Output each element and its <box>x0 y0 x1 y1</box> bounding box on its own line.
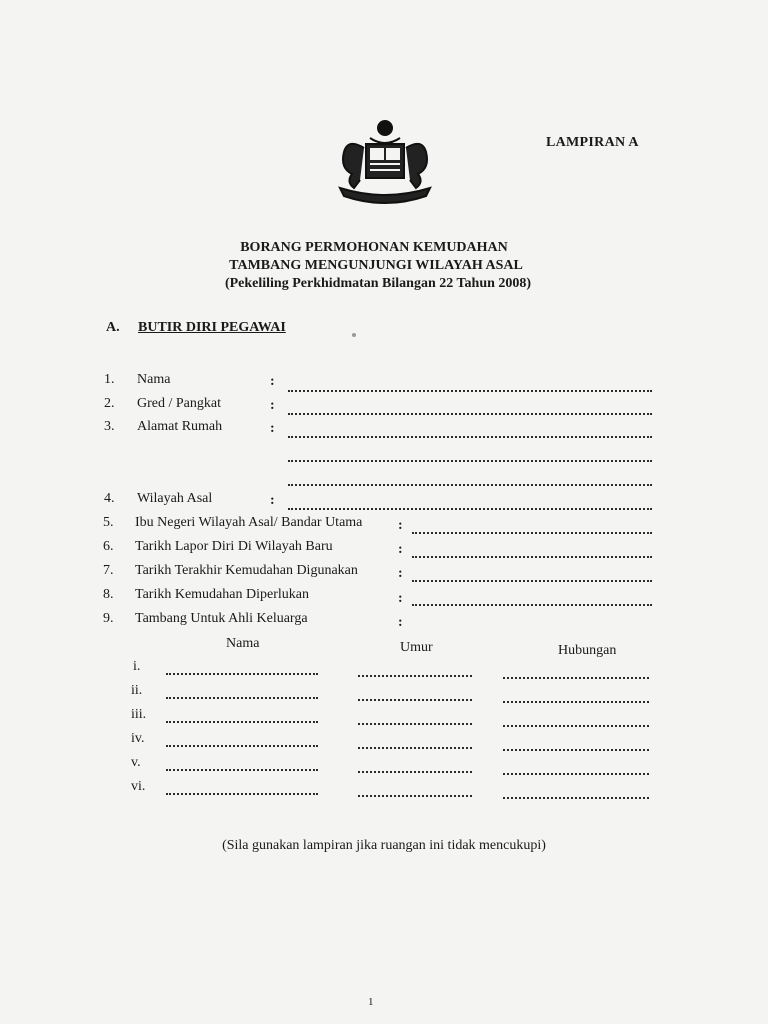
field-label-nama: Nama <box>137 372 171 387</box>
field-label-tarikh-diperlukan: Tarikh Kemudahan Diperlukan <box>135 587 309 602</box>
attachment-note: (Sila gunakan lampiran jika ruangan ini tidak mencukupi) <box>222 838 546 853</box>
family-row-label: vi. <box>131 779 146 794</box>
malaysia-coat-of-arms-icon <box>330 118 440 206</box>
family-row-label: ii. <box>131 683 143 698</box>
family-nama-input[interactable] <box>166 793 318 795</box>
field-colon: : <box>398 542 403 557</box>
field-label-wilayah-asal: Wilayah Asal <box>137 491 213 506</box>
field-number: 7. <box>103 563 114 578</box>
family-umur-input[interactable] <box>358 795 472 797</box>
column-header-nama: Nama <box>226 636 260 651</box>
paper-speck <box>352 333 356 337</box>
field-colon: : <box>398 566 403 581</box>
alamat-input-line2[interactable] <box>288 460 652 462</box>
alamat-input-line3[interactable] <box>288 484 652 486</box>
form-title-line1: BORANG PERMOHONAN KEMUDAHAN <box>240 240 508 255</box>
field-label-tarikh-lapor: Tarikh Lapor Diri Di Wilayah Baru <box>135 539 333 554</box>
family-nama-input[interactable] <box>166 697 318 699</box>
alamat-input-line1[interactable] <box>288 436 652 438</box>
family-nama-input[interactable] <box>166 673 318 675</box>
family-hubungan-input[interactable] <box>503 701 649 703</box>
field-colon: : <box>270 398 275 413</box>
page-number: 1 <box>368 996 374 1008</box>
field-label-alamat: Alamat Rumah <box>137 419 223 434</box>
lampiran-label: LAMPIRAN A <box>546 135 639 150</box>
family-hubungan-input[interactable] <box>503 749 649 751</box>
family-umur-input[interactable] <box>358 723 472 725</box>
field-number: 3. <box>104 419 115 434</box>
family-hubungan-input[interactable] <box>503 773 649 775</box>
family-row-label: iv. <box>131 731 145 746</box>
field-colon: : <box>270 421 275 436</box>
form-title-line2: TAMBANG MENGUNJUNGI WILAYAH ASAL <box>229 258 523 273</box>
section-letter: A. <box>106 320 120 335</box>
tarikh-terakhir-input[interactable] <box>412 580 652 582</box>
family-umur-input[interactable] <box>358 699 472 701</box>
family-row-label: iii. <box>131 707 147 722</box>
field-number: 2. <box>104 396 115 411</box>
field-colon: : <box>270 374 275 389</box>
family-nama-input[interactable] <box>166 745 318 747</box>
family-nama-input[interactable] <box>166 721 318 723</box>
gred-input[interactable] <box>288 413 652 415</box>
wilayah-asal-input[interactable] <box>288 508 652 510</box>
column-header-umur: Umur <box>400 640 433 655</box>
field-colon: : <box>398 591 403 606</box>
family-umur-input[interactable] <box>358 771 472 773</box>
field-label-tarikh-terakhir: Tarikh Terakhir Kemudahan Digunakan <box>135 563 358 578</box>
field-label-tambang-keluarga: Tambang Untuk Ahli Keluarga <box>135 611 308 626</box>
field-number: 5. <box>103 515 114 530</box>
family-umur-input[interactable] <box>358 675 472 677</box>
ibu-negeri-input[interactable] <box>412 532 652 534</box>
field-number: 6. <box>103 539 114 554</box>
tarikh-diperlukan-input[interactable] <box>412 604 652 606</box>
family-row-label: i. <box>133 659 141 674</box>
field-number: 9. <box>103 611 114 626</box>
family-row-label: v. <box>131 755 141 770</box>
family-hubungan-input[interactable] <box>503 797 649 799</box>
tarikh-lapor-input[interactable] <box>412 556 652 558</box>
field-number: 1. <box>104 372 115 387</box>
family-umur-input[interactable] <box>358 747 472 749</box>
field-label-gred: Gred / Pangkat <box>137 396 221 411</box>
field-number: 8. <box>103 587 114 602</box>
field-colon: : <box>398 615 403 630</box>
field-label-ibu-negeri: Ibu Negeri Wilayah Asal/ Bandar Utama <box>135 515 363 530</box>
field-number: 4. <box>104 491 115 506</box>
field-colon: : <box>270 493 275 508</box>
family-hubungan-input[interactable] <box>503 725 649 727</box>
section-title: BUTIR DIRI PEGAWAI <box>138 320 286 335</box>
form-title-circular: (Pekeliling Perkhidmatan Bilangan 22 Tahun 2008) <box>224 276 532 291</box>
field-colon: : <box>398 518 403 533</box>
column-header-hubungan: Hubungan <box>558 643 617 658</box>
family-nama-input[interactable] <box>166 769 318 771</box>
nama-input[interactable] <box>288 390 652 392</box>
family-hubungan-input[interactable] <box>503 677 649 679</box>
